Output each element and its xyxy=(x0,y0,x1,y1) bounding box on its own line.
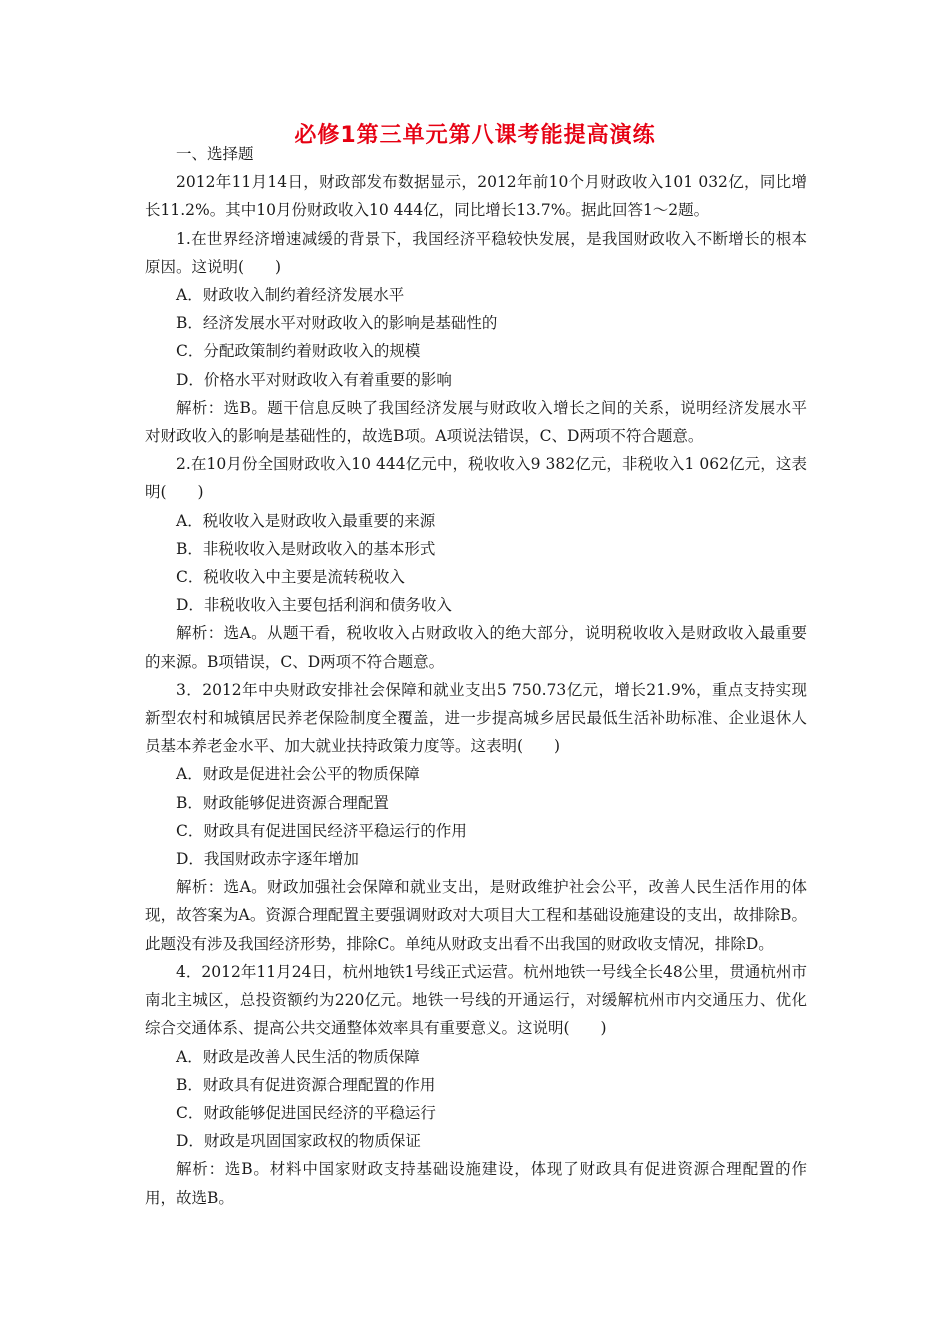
option-d: D．非税收收入主要包括利润和债务收入 xyxy=(176,596,452,615)
option-a: A．财政是促进社会公平的物质保障 xyxy=(176,765,420,784)
option-b: B．经济发展水平对财政收入的影响是基础性的 xyxy=(176,314,498,333)
section-heading: 一、选择题 xyxy=(176,145,254,163)
option-d: D．价格水平对财政收入有着重要的影响 xyxy=(176,370,452,389)
question-4 xyxy=(145,958,807,1212)
document-body xyxy=(145,140,807,1212)
option-b: B．财政具有促进资源合理配置的作用 xyxy=(176,1075,436,1094)
intro-paragraph: 2012年11月14日，财政部发布数据显示，2012年前10个月财政收入101 032亿，同比增长11.2%。其中10月份财政收入10 444亿，同比增长13.7%。据此回答1～2题。 xyxy=(145,173,807,220)
document-title: 必修1第三单元第八课考能提高演练 xyxy=(294,123,656,148)
question-stem: 1.在世界经济增速减缓的背景下，我国经济平稳较快发展，是我国财政收入不断增长的根本原因。这说明( ) xyxy=(145,229,807,276)
option-c: C．财政具有促进国民经济平稳运行的作用 xyxy=(176,821,467,840)
analysis-paragraph: 解析：选B。题干信息反映了我国经济发展与财政收入增长之间的关系，说明经济发展水平对财政收入的影响是基础性的，故选B项。A项说法错误，C、D两项不符合题意。 xyxy=(145,398,807,446)
option-c: C．财政能够促进国民经济的平稳运行 xyxy=(176,1103,436,1122)
analysis-paragraph: 解析：选B。材料中国家财政支持基础设施建设，体现了财政具有促进资源合理配置的作用，故选B。 xyxy=(145,1160,807,1207)
option-c: C．税收收入中主要是流转税收入 xyxy=(176,568,405,587)
analysis-paragraph: 解析：选A。从题干看，税收收入占财政收入的绝大部分，说明税收收入是财政收入最重要的来源。B项错误，C、D两项不符合题意。 xyxy=(145,624,807,671)
analysis-paragraph: 解析：选A。财政加强社会保障和就业支出，是财政维护社会公平，改善人民生活作用的体现，故答案为A。资源合理配置主要强调财政对大项目大工程和基础设施建设的支出，故排除B。此题没有涉及我国经济形势，排除C。单纯从财政支出看不出我国的财政收支情况，排除D。 xyxy=(145,878,807,953)
option-d: D．财政是巩固国家政权的物质保证 xyxy=(176,1132,421,1151)
option-b: B．财政能够促进资源合理配置 xyxy=(176,793,389,812)
option-a: A．财政收入制约着经济发展水平 xyxy=(176,286,405,305)
option-d: D．我国财政赤字逐年增加 xyxy=(176,850,359,869)
option-b: B．非税收收入是财政收入的基本形式 xyxy=(176,539,436,558)
question-3 xyxy=(145,676,807,958)
question-stem: 2.在10月份全国财政收入10 444亿元中，税收收入9 382亿元，非税收入1 062亿元，这表明( ) xyxy=(145,455,807,502)
question-1 xyxy=(145,225,807,451)
question-stem: 4．2012年11月24日，杭州地铁1号线正式运营。杭州地铁一号线全长48公里，贯通杭州市南北主城区，总投资额约为220亿元。地铁一号线的开通运行，对缓解杭州市内交通压力、优化综合交通体系、提高公共交通整体效率具有重要意义。这说明( ) xyxy=(145,962,807,1038)
option-a: A．财政是改善人民生活的物质保障 xyxy=(176,1047,420,1066)
option-a: A．税收收入是财政收入最重要的来源 xyxy=(176,511,436,530)
option-c: C．分配政策制约着财政收入的规模 xyxy=(176,342,421,361)
question-stem: 3．2012年中央财政安排社会保障和就业支出5 750.73亿元，增长21.9%，重点支持实现新型农村和城镇居民养老保险制度全覆盖，进一步提高城乡居民最低生活补助标准、企业退休人员基本养老金水平、加大就业扶持政策力度等。这表明( ) xyxy=(145,680,807,756)
question-2 xyxy=(145,450,807,676)
